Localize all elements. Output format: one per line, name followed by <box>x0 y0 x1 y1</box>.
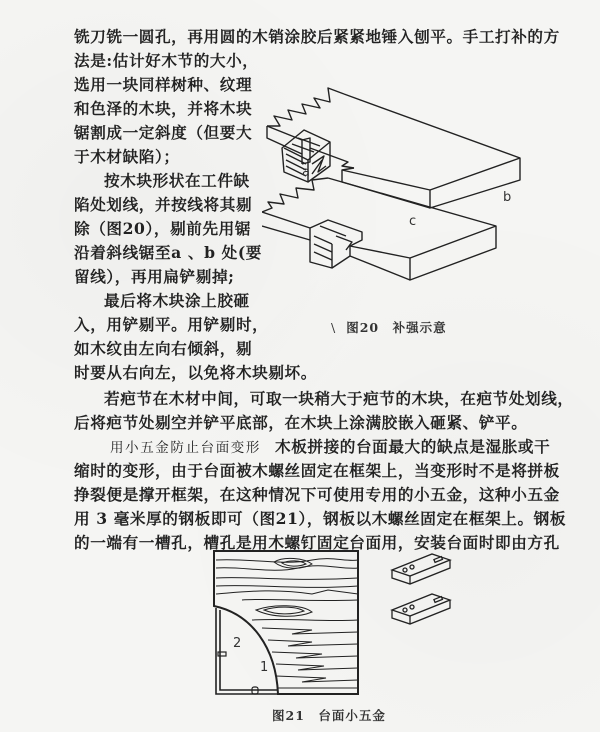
text-line <box>110 436 550 459</box>
text-line: 于木材缺陷）； <box>74 147 180 166</box>
figure-21-label-1: 1 <box>260 660 269 675</box>
text-line: 陷处划线，并按线将其剔 <box>74 195 253 214</box>
text-line: 入，用铲剔平。用铲剔时， <box>74 315 269 334</box>
figure-20-label-a: a <box>302 165 310 180</box>
text-line: 时要从右向左，以免将木块剔坏。 <box>74 363 317 382</box>
figure-20-reinforcement-diagram <box>262 86 542 326</box>
text-line: 用 3 毫米厚的钢板即可（图21），钢板以木螺丝固定在框架上。钢板 <box>74 509 567 528</box>
steel-plate-top <box>392 554 450 584</box>
text-line: 最后将木块涂上胶砸 <box>104 291 250 310</box>
figure-21-caption: 图21 台面小五金 <box>272 708 386 723</box>
text-line: 如木纹由左向右倾斜，剔 <box>74 339 253 358</box>
text-line: 沿着斜线锯至a 、b 处(要 <box>74 243 262 262</box>
figure-21-label-2: 2 <box>233 636 242 651</box>
text-line: 锯割成一定斜度（但要大 <box>74 123 253 142</box>
text-line: 的一端有一槽孔，槽孔是用木螺钉固定台面用，安装台面时即由方孔 <box>74 533 560 552</box>
text-line: 铣刀铣一圆孔，再用圆的木销涂胶后紧紧地锤入刨平。手工打补的方 <box>74 27 560 46</box>
text-line: 按木块形状在工件缺 <box>104 171 250 190</box>
figure-21-tabletop-hardware <box>212 548 462 698</box>
text-span: 木板拼接的台面最大的缺点是湿胀或干 <box>275 437 551 456</box>
steel-plate-bottom <box>392 594 450 624</box>
wood-panel-outline <box>214 551 358 694</box>
text-line: 除（图20），剔前先用锯 <box>74 219 252 238</box>
text-line: 和色泽的木块，并将木块 <box>74 99 253 118</box>
figure-20-label-c: c <box>409 214 417 229</box>
figure-20-label-b: b <box>503 190 512 205</box>
figure-20-caption-text: 图20 补强示意 <box>346 320 447 335</box>
text-line: 挣裂便是撑开框架，在这种情况下可使用专用的小五金，这种小五金 <box>74 485 560 504</box>
text-line: 缩时的变形，由于台面被木螺丝固定在框架上，当变形时不是将拼板 <box>74 461 560 480</box>
text-line: 法是:估计好木节的大小， <box>74 51 259 70</box>
text-line: 留线），再用扁铲剔掉; <box>74 267 235 286</box>
text-line: 若疤节在木材中间，可取一块稍大于疤节的木块，在疤节处划线， <box>104 389 574 408</box>
text-line: 选用一块同样树种、纹理 <box>74 75 253 94</box>
bracket-slot-2 <box>218 652 226 656</box>
section-subheading: 用小五金防止台面变形 <box>110 440 261 456</box>
figure-20-caption: \ 图20 补强示意 <box>331 320 447 335</box>
wood-grain <box>216 558 358 688</box>
text-line: 后将疤节处剔空并铲平底部，在木块上涂满胶嵌入砸紧、铲平。 <box>74 413 528 432</box>
